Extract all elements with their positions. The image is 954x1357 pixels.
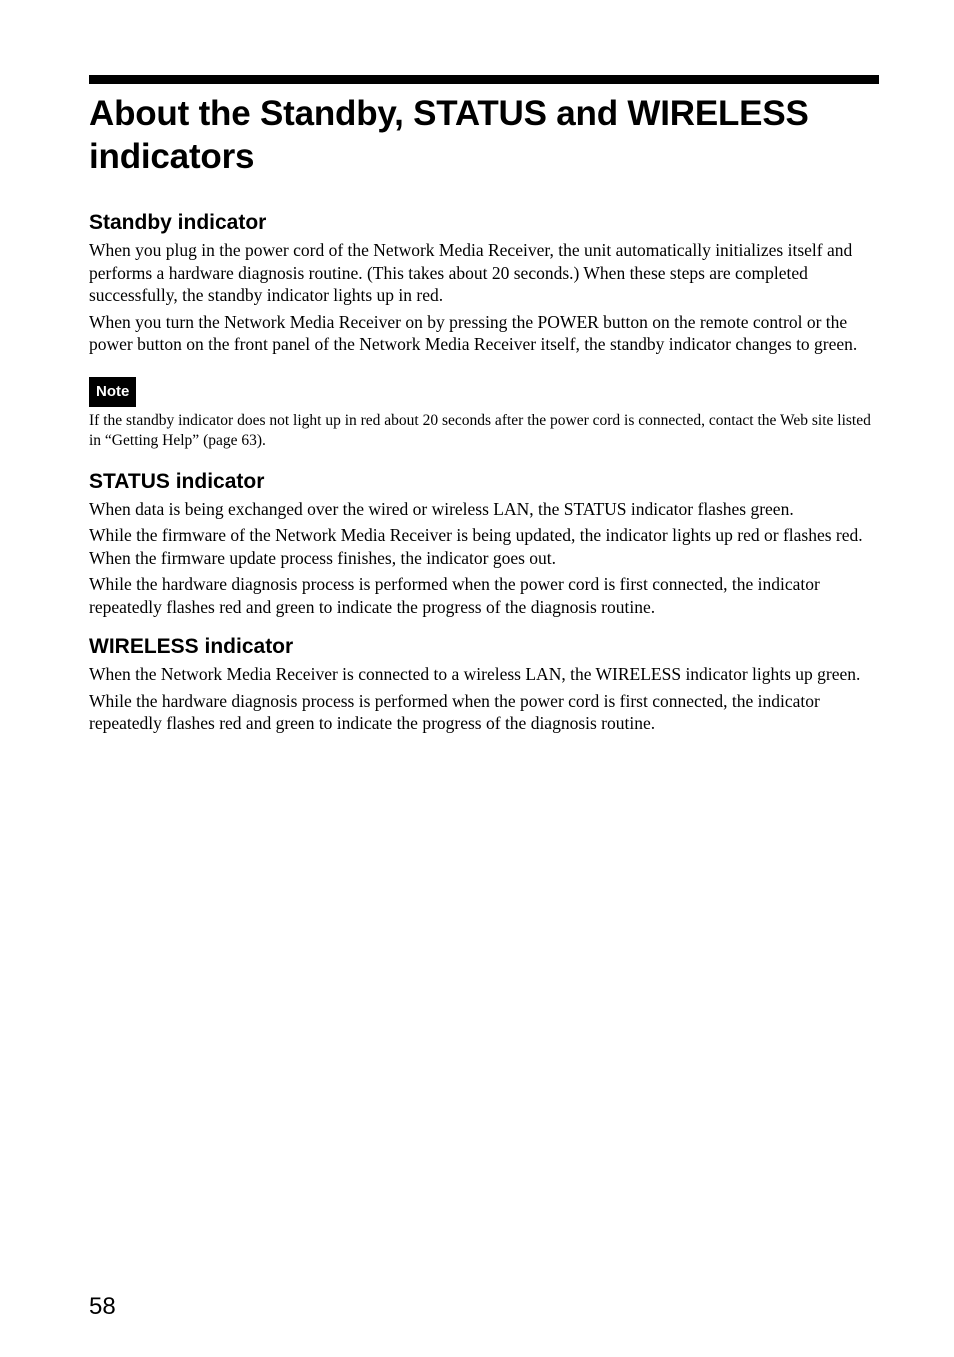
wireless-section — [89, 634, 879, 735]
standby-paragraph-1: When you plug in the power cord of the Network Media Receiver, the unit automatically initializes itself and performs a hardware diagnosis routine. (This takes about 20 seconds.) When these steps are completed successfully, the standby indicator lights up in red. — [89, 240, 853, 305]
status-paragraph-2: While the firmware of the Network Media Receiver is being updated, the indicator lights up red or flashes red. When the firmware update process finishes, the indicator goes out. — [89, 525, 863, 568]
note-block — [89, 377, 879, 451]
standby-section — [89, 210, 879, 356]
top-rule — [89, 75, 879, 84]
standby-paragraph-2: When you turn the Network Media Receiver on by pressing the POWER button on the remote control or the power button on the front panel of the Network Media Receiver itself, the standby indicator changes to green. — [89, 311, 858, 354]
status-paragraph-1: When data is being exchanged over the wired or wireless LAN, the STATUS indicator flashes green. — [89, 498, 794, 519]
wireless-paragraph-1: When the Network Media Receiver is connected to a wireless LAN, the WIRELESS indicator lights up green. — [89, 664, 861, 684]
wireless-paragraph-2: While the hardware diagnosis process is performed when the power cord is first connected, the indicator repeatedly flashes red and green to indicate the progress of the diagnosis routine. — [89, 690, 820, 733]
note-text: If the standby indicator does not light up in red about 20 seconds after the power cord is connected, contact the Web site listed in “Getting Help” (page 63). — [89, 411, 871, 449]
status-paragraph-3: While the hardware diagnosis process is performed when the power cord is first connected, the indicator repeatedly flashes red and green to indicate the progress of the diagnosis routine. — [89, 574, 820, 617]
status-heading: STATUS indicator — [89, 469, 265, 493]
page-title: About the Standby, STATUS and WIRELESS indicators — [89, 94, 809, 176]
wireless-heading: WIRELESS indicator — [89, 635, 294, 658]
note-label: Note — [89, 377, 136, 407]
status-section — [89, 469, 879, 619]
page-content — [89, 92, 879, 735]
page-number: 58 — [89, 1293, 116, 1320]
standby-heading: Standby indicator — [89, 211, 267, 234]
